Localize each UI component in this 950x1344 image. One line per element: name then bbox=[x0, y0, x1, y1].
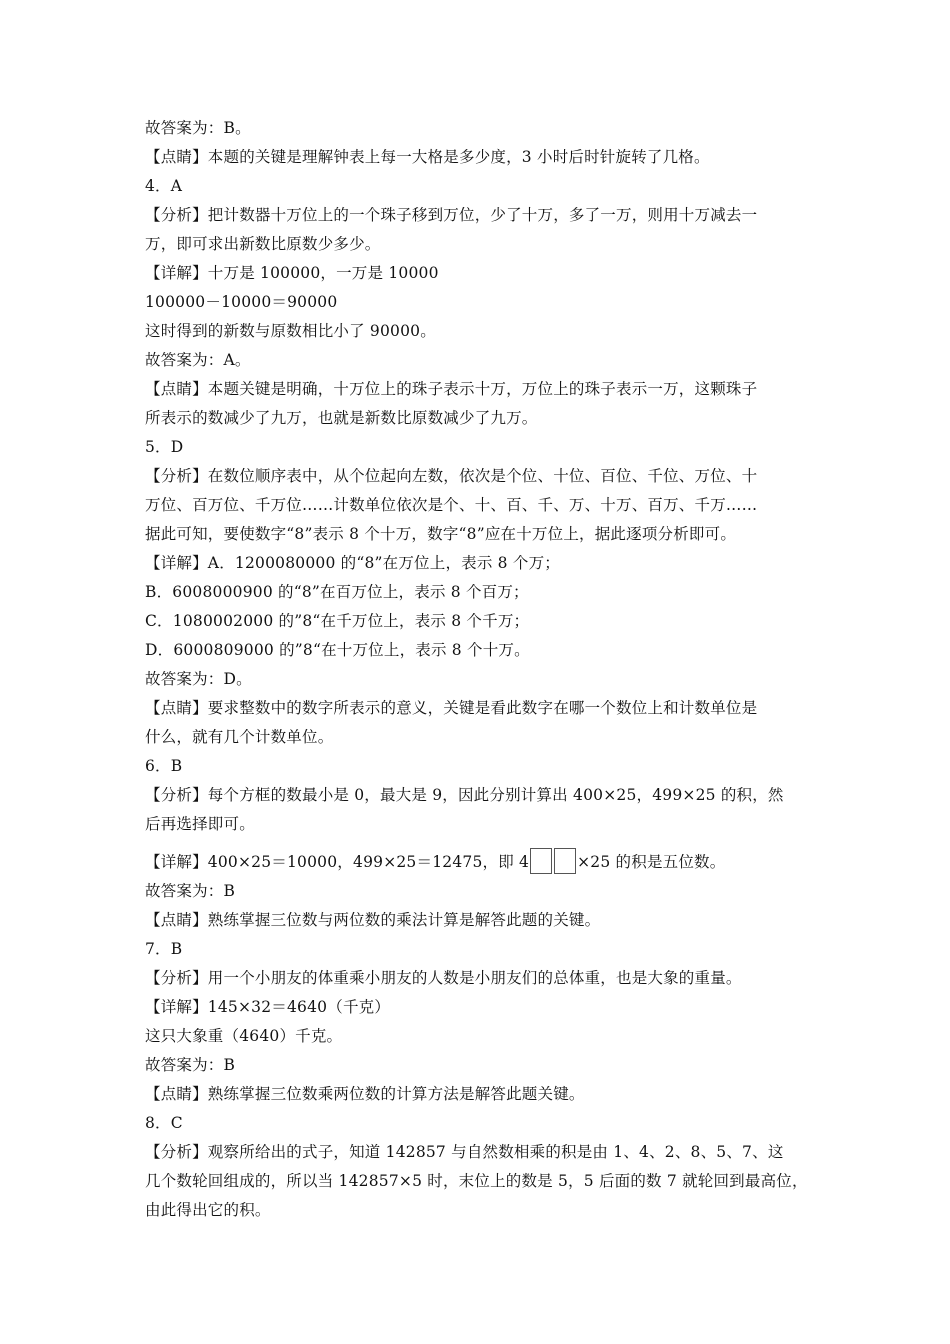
detail-text-after: ×25 的积是五位数。 bbox=[577, 853, 726, 871]
text-line: 【分析】用一个小朋友的体重乘小朋友的人数是小朋友们的总体重，也是大象的重量。 bbox=[145, 969, 742, 987]
question-number: 5．D bbox=[145, 438, 184, 456]
text-line: 这只大象重（4640）千克。 bbox=[145, 1027, 343, 1045]
text-line: 【分析】每个方框的数最小是 0，最大是 9，因此分别计算出 400×25，499×25 的积，然 bbox=[145, 786, 784, 804]
text-line: 后再选择即可。 bbox=[145, 815, 255, 833]
text-line: 这时得到的新数与原数相比小了 90000。 bbox=[145, 322, 436, 340]
text-line: 万位、百万位、千万位……计数单位依次是个、十、百、千、万、十万、百万、千万…… bbox=[145, 496, 758, 514]
question-number: 8．C bbox=[145, 1114, 183, 1132]
text-line: 几个数轮回组成的，所以当 142857×5 时，末位上的数是 5，5 后面的数 7 就轮回到最高位， bbox=[145, 1172, 808, 1190]
text-line: 由此得出它的积。 bbox=[145, 1201, 271, 1219]
text-line: 故答案为：B。 bbox=[145, 119, 251, 137]
digit-box bbox=[530, 848, 552, 874]
question-number: 4．A bbox=[145, 177, 183, 195]
text-line: 故答案为：A。 bbox=[145, 351, 251, 369]
text-line: 故答案为：D。 bbox=[145, 670, 252, 688]
question-number: 7．B bbox=[145, 940, 183, 958]
detail-text-before: 【详解】400×25＝10000，499×25＝12475，即 4 bbox=[145, 853, 530, 871]
text-line: 什么，就有几个计数单位。 bbox=[145, 728, 334, 746]
text-line: C．1080002000 的”8“在千万位上，表示 8 个千万； bbox=[145, 612, 530, 630]
text-line: 【详解】A．1200080000 的“8”在万位上，表示 8 个万； bbox=[145, 554, 560, 572]
text-line: 【详解】十万是 100000，一万是 10000 bbox=[145, 264, 439, 282]
question-number: 6．B bbox=[145, 757, 183, 775]
text-line: D．6000809000 的”8“在十万位上，表示 8 个十万。 bbox=[145, 641, 530, 659]
text-line: 【点睛】熟练掌握三位数与两位数的乘法计算是解答此题的关键。 bbox=[145, 911, 601, 929]
text-line: B．6008000900 的“8”在百万位上，表示 8 个百万； bbox=[145, 583, 529, 601]
text-line: 故答案为：B bbox=[145, 1056, 236, 1074]
detail-line-with-boxes bbox=[145, 843, 825, 881]
digit-box bbox=[554, 848, 576, 874]
text-line: 所表示的数减少了九万，也就是新数比原数减少了九万。 bbox=[145, 409, 538, 427]
text-line: 据此可知，要使数字“8”表示 8 个十万，数字“8”应在十万位上，据此逐项分析即可。 bbox=[145, 525, 737, 543]
text-line: 【详解】145×32＝4640（千克） bbox=[145, 998, 391, 1016]
text-line: 【点睛】要求整数中的数字所表示的意义，关键是看此数字在哪一个数位上和计数单位是 bbox=[145, 699, 758, 717]
text-line: 100000－10000＝90000 bbox=[145, 293, 338, 311]
text-line: 【分析】在数位顺序表中，从个位起向左数，依次是个位、十位、百位、千位、万位、十 bbox=[145, 467, 758, 485]
text-line: 【分析】把计数器十万位上的一个珠子移到万位，少了十万，多了一万，则用十万减去一 bbox=[145, 206, 758, 224]
text-line: 【点睛】本题的关键是理解钟表上每一大格是多少度，3 小时后时针旋转了几格。 bbox=[145, 148, 710, 166]
text-line: 万，即可求出新数比原数少多少。 bbox=[145, 235, 381, 253]
document-page bbox=[145, 114, 825, 1225]
text-line: 【点睛】熟练掌握三位数乘两位数的计算方法是解答此题关键。 bbox=[145, 1085, 585, 1103]
text-line: 【点睛】本题关键是明确，十万位上的珠子表示十万，万位上的珠子表示一万，这颗珠子 bbox=[145, 380, 758, 398]
text-line: 故答案为：B bbox=[145, 882, 236, 900]
text-line: 【分析】观察所给出的式子，知道 142857 与自然数相乘的积是由 1、4、2、8、5、7、这 bbox=[145, 1143, 784, 1161]
